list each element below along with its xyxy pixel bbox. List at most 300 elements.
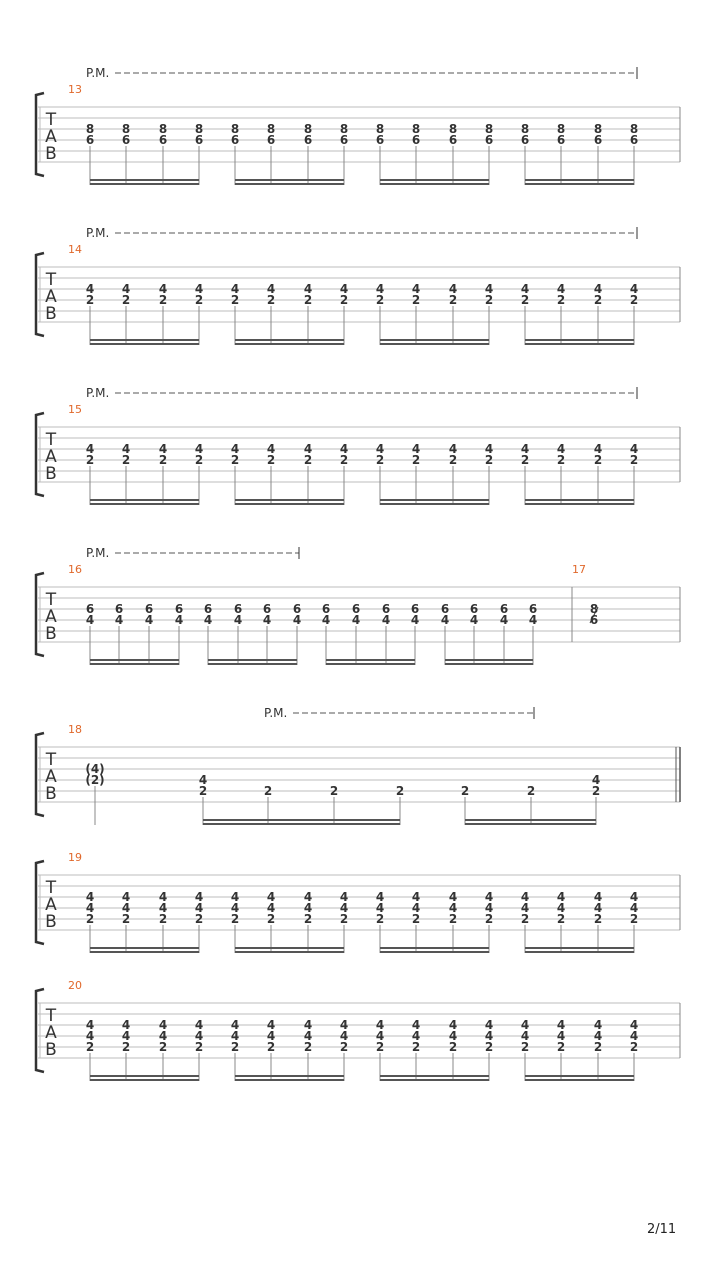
beam-secondary bbox=[380, 1079, 489, 1081]
fret-number: 4 bbox=[593, 1018, 603, 1032]
beam-secondary bbox=[90, 951, 199, 953]
beam-primary bbox=[235, 947, 344, 949]
fret-number: 2 bbox=[266, 912, 276, 926]
beam-primary bbox=[90, 947, 199, 949]
fret-number: 2 bbox=[121, 912, 131, 926]
fret-number: 4 bbox=[158, 442, 168, 456]
fret-number: 2 bbox=[194, 453, 204, 467]
fret-number: 4 bbox=[85, 282, 95, 296]
fret-number: 2 bbox=[158, 453, 168, 467]
fret-number: 2 bbox=[556, 1040, 566, 1054]
fret-number: 4 bbox=[194, 442, 204, 456]
beam-primary bbox=[525, 947, 634, 949]
fret-number: 2 bbox=[593, 912, 603, 926]
fret-number: 4 bbox=[411, 1029, 421, 1043]
tab-clef-letter: T bbox=[45, 750, 57, 770]
beam-secondary bbox=[235, 503, 344, 505]
fret-number: 4 bbox=[593, 442, 603, 456]
fret-number: 4 bbox=[121, 1029, 131, 1043]
fret-number: 4 bbox=[121, 282, 131, 296]
fret-number: 4 bbox=[375, 1018, 385, 1032]
fret-number: 4 bbox=[411, 1018, 421, 1032]
fret-number: 4 bbox=[629, 442, 639, 456]
fret-number: 4 bbox=[629, 901, 639, 915]
fret-number: 4 bbox=[411, 442, 421, 456]
tab-clef-letter: A bbox=[45, 607, 57, 627]
measure-number: 14 bbox=[68, 243, 82, 256]
fret-number: 4 bbox=[593, 901, 603, 915]
fret-number: 4 bbox=[121, 890, 131, 904]
fret-number: 2 bbox=[520, 912, 530, 926]
fret-number: 2 bbox=[85, 453, 95, 467]
fret-number: 8 bbox=[375, 122, 385, 136]
fret-number: 4 bbox=[339, 1029, 349, 1043]
fret-number: 4 bbox=[520, 901, 530, 915]
fret-number: 4 bbox=[230, 442, 240, 456]
fret-number: 6 bbox=[85, 602, 95, 616]
fret-number: 4 bbox=[411, 282, 421, 296]
beam-primary bbox=[235, 499, 344, 501]
beam-secondary bbox=[90, 503, 199, 505]
measure-number: 15 bbox=[68, 403, 82, 416]
tab-clef-letter: B bbox=[45, 912, 57, 932]
beam-primary bbox=[525, 339, 634, 341]
fret-number: 2 bbox=[230, 1040, 240, 1054]
fret-number: 6 bbox=[174, 602, 184, 616]
fret-number: 2 bbox=[303, 453, 313, 467]
beam-secondary bbox=[445, 663, 533, 665]
fret-number: 4 bbox=[158, 1029, 168, 1043]
beam-primary bbox=[90, 659, 179, 661]
beam-secondary bbox=[525, 183, 634, 185]
fret-number: 4 bbox=[375, 282, 385, 296]
fret-number: 2 bbox=[158, 293, 168, 307]
palm-mute-label: P.M. bbox=[86, 546, 110, 560]
fret-number: 2 bbox=[339, 293, 349, 307]
fret-number: 2 bbox=[85, 293, 95, 307]
fret-number: 4 bbox=[339, 282, 349, 296]
fret-number: 6 bbox=[321, 602, 331, 616]
tab-clef-letter: T bbox=[45, 878, 57, 898]
fret-number: 4 bbox=[85, 890, 95, 904]
beam-primary bbox=[208, 659, 297, 661]
beam-secondary bbox=[235, 343, 344, 345]
fret-number: 2 bbox=[593, 293, 603, 307]
fret-number: 2 bbox=[411, 912, 421, 926]
fret-number: 4 bbox=[339, 442, 349, 456]
fret-number: 2 bbox=[484, 293, 494, 307]
fret-number: 2 bbox=[520, 293, 530, 307]
fret-number: 2 bbox=[194, 912, 204, 926]
beam-primary bbox=[235, 179, 344, 181]
fret-number: 6 bbox=[158, 133, 168, 147]
fret-number: 6 bbox=[351, 602, 361, 616]
fret-number: 2 bbox=[230, 912, 240, 926]
fret-number: 2 bbox=[484, 1040, 494, 1054]
fret-number: 2 bbox=[230, 293, 240, 307]
fret-number: 4 bbox=[203, 613, 213, 627]
fret-number: 2 bbox=[85, 912, 95, 926]
fret-number: 2 bbox=[556, 293, 566, 307]
beam-secondary bbox=[380, 343, 489, 345]
fret-number: 6 bbox=[114, 602, 124, 616]
measure-number: 19 bbox=[68, 851, 82, 864]
fret-number: 4 bbox=[375, 890, 385, 904]
beam-secondary bbox=[235, 1079, 344, 1081]
fret-number: 8 bbox=[556, 122, 566, 136]
tab-clef-letter: B bbox=[45, 144, 57, 164]
palm-mute-label: P.M. bbox=[86, 66, 110, 80]
fret-number: 4 bbox=[230, 282, 240, 296]
beam-secondary bbox=[525, 951, 634, 953]
tab-clef-letter: B bbox=[45, 784, 57, 804]
fret-number: 2 bbox=[303, 293, 313, 307]
beam-primary bbox=[380, 1075, 489, 1077]
fret-number: 2 bbox=[375, 293, 385, 307]
fret-number: 6 bbox=[266, 133, 276, 147]
fret-number: 8 bbox=[520, 122, 530, 136]
fret-number: 4 bbox=[448, 1018, 458, 1032]
fret-number: 2 bbox=[85, 1040, 95, 1054]
fret-number: 4 bbox=[198, 773, 208, 787]
tab-clef-letter: A bbox=[45, 767, 57, 787]
fret-number: 2 bbox=[303, 1040, 313, 1054]
beam-secondary bbox=[90, 663, 179, 665]
beam-primary bbox=[380, 499, 489, 501]
fret-number: 8 bbox=[266, 122, 276, 136]
fret-number: 4 bbox=[230, 1018, 240, 1032]
fret-number: 4 bbox=[556, 890, 566, 904]
beam-primary bbox=[525, 179, 634, 181]
fret-number: 4 bbox=[520, 1029, 530, 1043]
fret-number: 4 bbox=[194, 1029, 204, 1043]
fret-number: (4) bbox=[85, 762, 105, 776]
beam-primary bbox=[235, 1075, 344, 1077]
fret-number: 4 bbox=[85, 1029, 95, 1043]
fret-number: 2 bbox=[395, 784, 405, 798]
fret-number: 4 bbox=[174, 613, 184, 627]
fret-number: 2 bbox=[266, 293, 276, 307]
fret-number: 6 bbox=[292, 602, 302, 616]
fret-number: 2 bbox=[339, 912, 349, 926]
tab-clef-letter: A bbox=[45, 127, 57, 147]
fret-number: 2 bbox=[266, 453, 276, 467]
beam-primary bbox=[90, 179, 199, 181]
measure-number: 18 bbox=[68, 723, 82, 736]
fret-number: 4 bbox=[520, 890, 530, 904]
fret-number: 4 bbox=[158, 901, 168, 915]
fret-number: 4 bbox=[469, 613, 479, 627]
fret-number: 8 bbox=[85, 122, 95, 136]
fret-number: 2 bbox=[411, 293, 421, 307]
fret-number: 4 bbox=[448, 901, 458, 915]
beam-secondary bbox=[380, 183, 489, 185]
tab-clef-letter: T bbox=[45, 110, 57, 130]
fret-number: 4 bbox=[85, 901, 95, 915]
fret-number: 2 bbox=[411, 1040, 421, 1054]
measure-number: 17 bbox=[572, 563, 586, 576]
fret-number: 4 bbox=[591, 773, 601, 787]
fret-number: 2 bbox=[448, 1040, 458, 1054]
tab-clef-letter: T bbox=[45, 270, 57, 290]
fret-number: 2 bbox=[375, 453, 385, 467]
fret-number: 8 bbox=[339, 122, 349, 136]
fret-number: 4 bbox=[448, 1029, 458, 1043]
fret-number: 4 bbox=[230, 1029, 240, 1043]
fret-number: 2 bbox=[230, 453, 240, 467]
fret-number: 4 bbox=[484, 282, 494, 296]
beam-primary bbox=[525, 499, 634, 501]
fret-number: 4 bbox=[440, 613, 450, 627]
fret-number: 2 bbox=[303, 912, 313, 926]
fret-number: 4 bbox=[321, 613, 331, 627]
fret-number: 4 bbox=[144, 613, 154, 627]
fret-number: 4 bbox=[484, 442, 494, 456]
fret-number: 4 bbox=[484, 1018, 494, 1032]
fret-number: 6 bbox=[556, 133, 566, 147]
fret-number: 4 bbox=[411, 901, 421, 915]
fret-number: 6 bbox=[448, 133, 458, 147]
beam-secondary bbox=[90, 1079, 199, 1081]
fret-number: 6 bbox=[230, 133, 240, 147]
fret-number: 2 bbox=[266, 1040, 276, 1054]
fret-number: 4 bbox=[593, 1029, 603, 1043]
fret-number: 2 bbox=[520, 1040, 530, 1054]
fret-number: 2 bbox=[591, 784, 601, 798]
fret-number: 2 bbox=[629, 293, 639, 307]
fret-number: 4 bbox=[411, 890, 421, 904]
fret-number: 4 bbox=[114, 613, 124, 627]
beam-secondary bbox=[465, 823, 596, 825]
fret-number: 4 bbox=[266, 442, 276, 456]
beam-primary bbox=[380, 947, 489, 949]
fret-number: 4 bbox=[158, 282, 168, 296]
fret-number: 6 bbox=[629, 133, 639, 147]
fret-number: 4 bbox=[629, 1018, 639, 1032]
fret-number: 4 bbox=[158, 890, 168, 904]
fret-number: 6 bbox=[469, 602, 479, 616]
fret-number: 4 bbox=[556, 1029, 566, 1043]
fret-number: 8 bbox=[629, 122, 639, 136]
beam-primary bbox=[235, 339, 344, 341]
beam-primary bbox=[203, 819, 400, 821]
fret-number: 8 bbox=[593, 122, 603, 136]
beam-primary bbox=[90, 1075, 199, 1077]
fret-number: 4 bbox=[556, 442, 566, 456]
fret-number: 2 bbox=[121, 1040, 131, 1054]
fret-number: 2 bbox=[556, 912, 566, 926]
tab-clef-letter: T bbox=[45, 430, 57, 450]
fret-number: 4 bbox=[556, 282, 566, 296]
beam-secondary bbox=[380, 503, 489, 505]
fret-number: 4 bbox=[85, 613, 95, 627]
fret-number: 8 bbox=[230, 122, 240, 136]
fret-number: 8 bbox=[121, 122, 131, 136]
fret-number: 4 bbox=[448, 282, 458, 296]
fret-number: 4 bbox=[629, 282, 639, 296]
fret-number: 6 bbox=[144, 602, 154, 616]
tab-clef-letter: T bbox=[45, 1006, 57, 1026]
tab-clef-letter: A bbox=[45, 287, 57, 307]
beam-secondary bbox=[525, 1079, 634, 1081]
fret-number: 4 bbox=[375, 442, 385, 456]
fret-number: 6 bbox=[262, 602, 272, 616]
fret-number: 4 bbox=[303, 890, 313, 904]
fret-number: (2) bbox=[85, 773, 105, 787]
fret-number: 2 bbox=[484, 912, 494, 926]
fret-number: 4 bbox=[448, 890, 458, 904]
fret-number: 4 bbox=[121, 1018, 131, 1032]
fret-number: 4 bbox=[194, 1018, 204, 1032]
fret-number: 2 bbox=[484, 453, 494, 467]
fret-number: 2 bbox=[593, 1040, 603, 1054]
fret-number: 6 bbox=[194, 133, 204, 147]
fret-number: 4 bbox=[194, 901, 204, 915]
fret-number: 4 bbox=[194, 282, 204, 296]
fret-number: 4 bbox=[230, 901, 240, 915]
fret-number: 2 bbox=[121, 453, 131, 467]
fret-number: 4 bbox=[556, 901, 566, 915]
fret-number: 4 bbox=[448, 442, 458, 456]
fret-number: 2 bbox=[629, 1040, 639, 1054]
fret-number: 4 bbox=[303, 282, 313, 296]
beam-primary bbox=[445, 659, 533, 661]
fret-number: 2 bbox=[194, 293, 204, 307]
beam-secondary bbox=[208, 663, 297, 665]
tab-clef-letter: B bbox=[45, 1040, 57, 1060]
measure-number: 20 bbox=[68, 979, 82, 992]
beam-secondary bbox=[326, 663, 415, 665]
fret-number: 2 bbox=[520, 453, 530, 467]
fret-number: 2 bbox=[593, 453, 603, 467]
fret-number: 6 bbox=[381, 602, 391, 616]
beam-primary bbox=[326, 659, 415, 661]
fret-number: 8 bbox=[158, 122, 168, 136]
fret-number: 2 bbox=[448, 453, 458, 467]
tab-clef-letter: A bbox=[45, 895, 57, 915]
fret-number: 4 bbox=[520, 282, 530, 296]
fret-number: 4 bbox=[266, 901, 276, 915]
fret-number: 4 bbox=[556, 1018, 566, 1032]
beam-primary bbox=[525, 1075, 634, 1077]
fret-number: 2 bbox=[121, 293, 131, 307]
beam-secondary bbox=[525, 343, 634, 345]
fret-number: 6 bbox=[589, 613, 599, 627]
fret-number: 8 bbox=[484, 122, 494, 136]
beam-secondary bbox=[90, 343, 199, 345]
fret-number: 4 bbox=[233, 613, 243, 627]
fret-number: 2 bbox=[194, 1040, 204, 1054]
beam-primary bbox=[465, 819, 596, 821]
fret-number: 6 bbox=[339, 133, 349, 147]
fret-number: 2 bbox=[629, 912, 639, 926]
fret-number: 6 bbox=[520, 133, 530, 147]
fret-number: 4 bbox=[381, 613, 391, 627]
fret-number: 4 bbox=[266, 890, 276, 904]
beam-secondary bbox=[380, 951, 489, 953]
fret-number: 8 bbox=[303, 122, 313, 136]
beam-primary bbox=[90, 499, 199, 501]
fret-number: 2 bbox=[158, 1040, 168, 1054]
fret-number: 4 bbox=[266, 1029, 276, 1043]
fret-number: 4 bbox=[593, 890, 603, 904]
fret-number: 2 bbox=[448, 912, 458, 926]
fret-number: 6 bbox=[375, 133, 385, 147]
fret-number: 4 bbox=[339, 890, 349, 904]
fret-number: 8 bbox=[448, 122, 458, 136]
fret-number: 2 bbox=[375, 1040, 385, 1054]
fret-number: 4 bbox=[339, 901, 349, 915]
beam-secondary bbox=[90, 183, 199, 185]
beam-primary bbox=[90, 339, 199, 341]
tab-clef-letter: A bbox=[45, 1023, 57, 1043]
fret-number: 4 bbox=[339, 1018, 349, 1032]
fret-number: 4 bbox=[375, 901, 385, 915]
fret-number: 6 bbox=[528, 602, 538, 616]
fret-number: 6 bbox=[121, 133, 131, 147]
fret-number: 2 bbox=[263, 784, 273, 798]
fret-number: 4 bbox=[484, 890, 494, 904]
palm-mute-label: P.M. bbox=[86, 226, 110, 240]
fret-number: 4 bbox=[484, 901, 494, 915]
fret-number: 4 bbox=[85, 1018, 95, 1032]
fret-number: 6 bbox=[303, 133, 313, 147]
fret-number: 2 bbox=[526, 784, 536, 798]
fret-number: 4 bbox=[266, 1018, 276, 1032]
fret-number: 2 bbox=[339, 1040, 349, 1054]
fret-number: 4 bbox=[520, 1018, 530, 1032]
fret-number: 2 bbox=[158, 912, 168, 926]
tab-clef-letter: T bbox=[45, 590, 57, 610]
beam-primary bbox=[380, 339, 489, 341]
tab-clef-letter: A bbox=[45, 447, 57, 467]
fret-number: 2 bbox=[198, 784, 208, 798]
tab-clef-letter: B bbox=[45, 624, 57, 644]
fret-number: 2 bbox=[556, 453, 566, 467]
fret-number: 4 bbox=[303, 901, 313, 915]
measure-number: 13 bbox=[68, 83, 82, 96]
palm-mute-label: P.M. bbox=[264, 706, 288, 720]
fret-number: 4 bbox=[303, 442, 313, 456]
fret-number: 2 bbox=[411, 453, 421, 467]
fret-number: 2 bbox=[375, 912, 385, 926]
fret-number: 4 bbox=[499, 613, 509, 627]
fret-number: 4 bbox=[375, 1029, 385, 1043]
fret-number: 4 bbox=[121, 901, 131, 915]
fret-number: 4 bbox=[158, 1018, 168, 1032]
fret-number: 2 bbox=[448, 293, 458, 307]
fret-number: 6 bbox=[233, 602, 243, 616]
fret-number: 4 bbox=[303, 1018, 313, 1032]
fret-number: 4 bbox=[230, 890, 240, 904]
fret-number: 8 bbox=[589, 602, 599, 616]
fret-number: 2 bbox=[460, 784, 470, 798]
measure-number: 16 bbox=[68, 563, 82, 576]
beam-primary bbox=[380, 179, 489, 181]
fret-number: 6 bbox=[440, 602, 450, 616]
fret-number: 2 bbox=[329, 784, 339, 798]
fret-number: 6 bbox=[203, 602, 213, 616]
fret-number: 4 bbox=[629, 1029, 639, 1043]
fret-number: 4 bbox=[194, 890, 204, 904]
beam-secondary bbox=[235, 951, 344, 953]
fret-number: 6 bbox=[411, 133, 421, 147]
fret-number: 4 bbox=[520, 442, 530, 456]
fret-number: 4 bbox=[410, 613, 420, 627]
fret-number: 4 bbox=[262, 613, 272, 627]
fret-number: 6 bbox=[593, 133, 603, 147]
page-number: 2/11 bbox=[647, 1222, 677, 1237]
